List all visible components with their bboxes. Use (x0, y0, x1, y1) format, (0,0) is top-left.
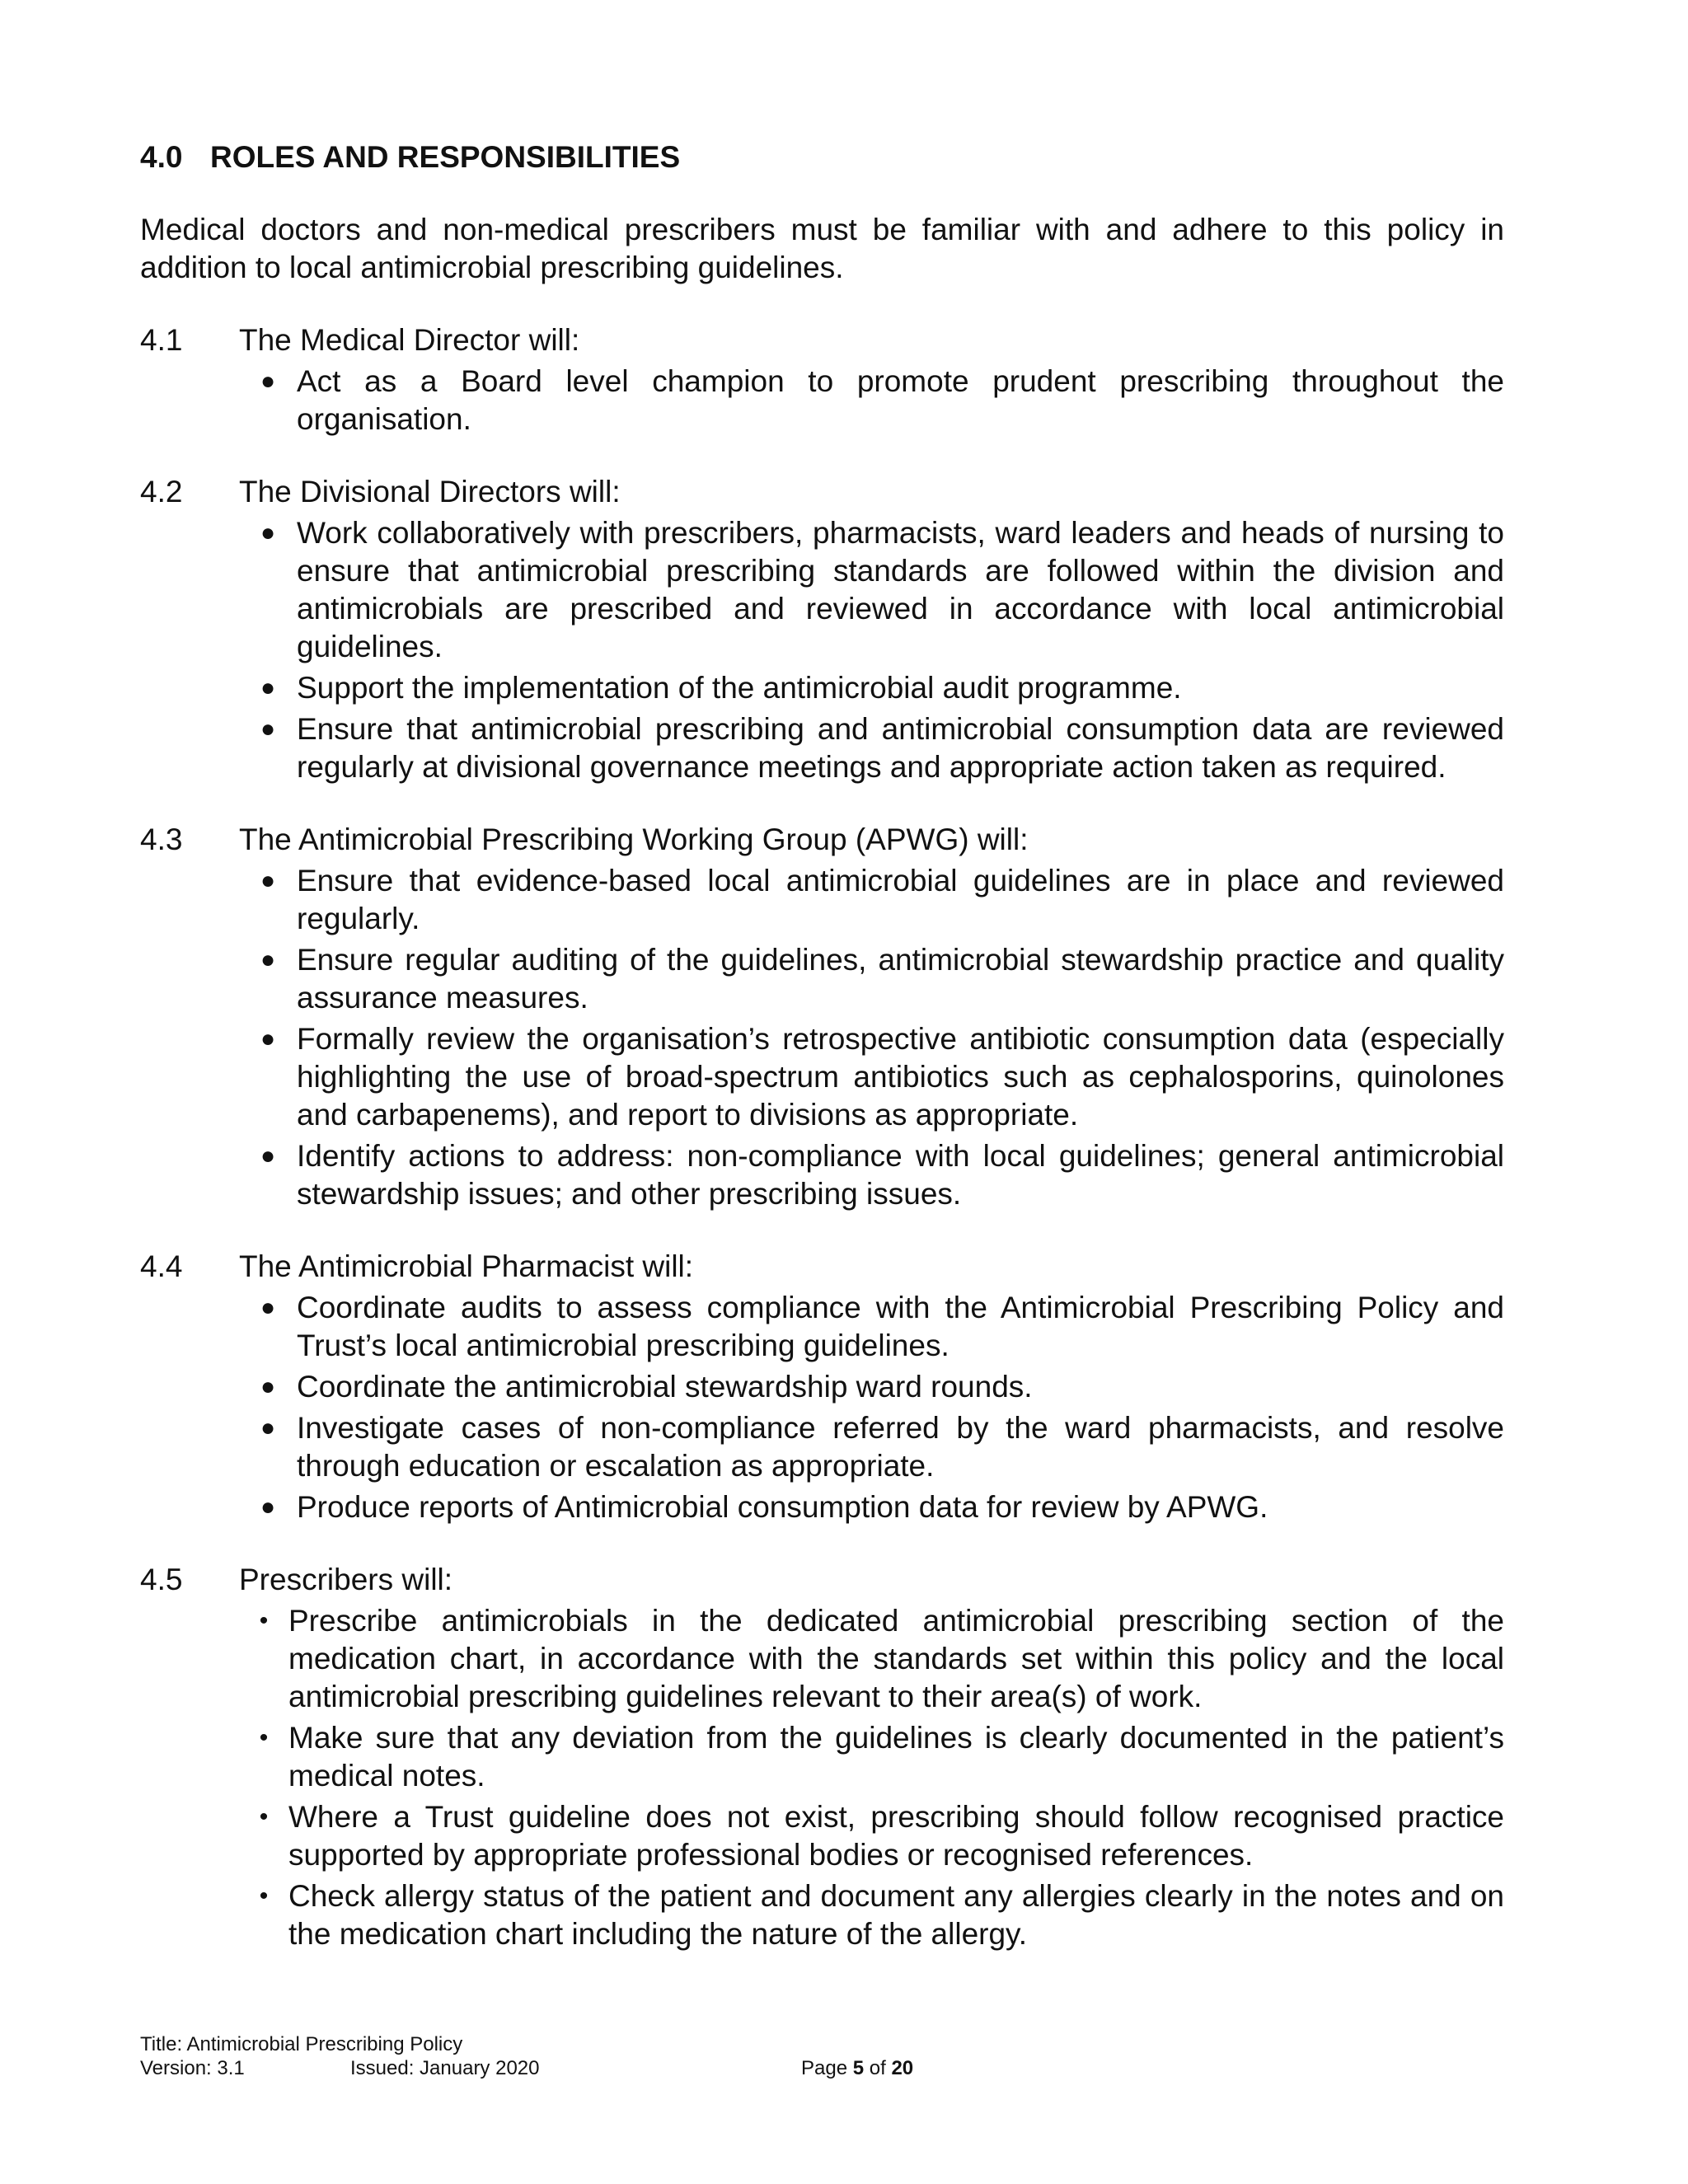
bullet-list (140, 1289, 1504, 1526)
bullet-list (140, 514, 1504, 786)
section-number: 4.1 (140, 323, 183, 357)
section-title: The Medical Director will: (239, 323, 580, 357)
list-item: ● Work collaboratively with prescribers, pharmacists, ward leaders and heads of nursing to ensure that antimicrobial prescribing standards are followed within the division and antimicrobials are prescribed and reviewed in accordance with local antimicrobial guidelines. (239, 514, 1504, 666)
heading-title: ROLES AND RESPONSIBILITIES (210, 140, 681, 174)
section-4-1 (140, 321, 1504, 438)
list-item: ● Formally review the organisation’s retrospective antibiotic consumption data (especially highlighting the use of broad-spectrum antibiotics such as cephalosporins, quinolones and carbapenems), and report to divisions as appropriate. (239, 1020, 1504, 1134)
list-item: ● Coordinate audits to assess compliance with the Antimicrobial Prescribing Policy and Trust’s local antimicrobial prescribing guidelines. (239, 1289, 1504, 1365)
bullet-list (140, 1602, 1504, 1953)
bullet-icon: ● (260, 1294, 276, 1321)
list-item: ● Ensure that evidence-based local antimicrobial guidelines are in place and reviewed regularly. (239, 862, 1504, 938)
intro-paragraph: Medical doctors and non-medical prescribers must be familiar with and adhere to this policy in addition to local antimicrobial prescribing guidelines. (140, 213, 1504, 284)
footer-title: Title: Antimicrobial Prescribing Policy (140, 2033, 463, 2055)
bullet-list (140, 363, 1504, 438)
heading-number: 4.0 (140, 140, 183, 174)
section-number: 4.4 (140, 1249, 183, 1283)
section-number: 4.2 (140, 475, 183, 509)
bullet-icon: • (259, 1803, 269, 1830)
section-4-2 (140, 473, 1504, 786)
page-content (140, 138, 1504, 1988)
bullet-icon: ● (260, 946, 276, 973)
bullet-icon: ● (260, 1414, 276, 1441)
section-title: The Antimicrobial Pharmacist will: (239, 1249, 694, 1283)
footer-version: Version: 3.1 (140, 2057, 245, 2079)
bullet-icon: ● (260, 867, 276, 894)
list-item: • Check allergy status of the patient and document any allergies clearly in the notes and on the medication chart including the nature of the allergy. (239, 1877, 1504, 1953)
bullet-icon: ● (260, 1142, 276, 1169)
bullet-icon: ● (260, 715, 276, 743)
list-item: ● Ensure that antimicrobial prescribing and antimicrobial consumption data are reviewed regularly at divisional governance meetings and appropriate action taken as required. (239, 710, 1504, 786)
list-item: ● Coordinate the antimicrobial stewardship ward rounds. (239, 1368, 1504, 1406)
bullet-icon: ● (260, 1025, 276, 1052)
bullet-icon: ● (260, 1493, 276, 1521)
bullet-icon: ● (260, 1373, 276, 1400)
footer-page-number: Page 5 of 20 (801, 2057, 914, 2079)
section-4-4 (140, 1248, 1504, 1526)
section-title: The Divisional Directors will: (239, 475, 621, 509)
bullet-icon: ● (260, 674, 276, 701)
bullet-icon: • (259, 1607, 269, 1634)
page-footer (140, 2032, 913, 2080)
list-item: • Make sure that any deviation from the guidelines is clearly documented in the patient’s medical notes. (239, 1719, 1504, 1795)
bullet-icon: • (259, 1724, 269, 1751)
list-item: ● Identify actions to address: non-compliance with local guidelines; general antimicrobial stewardship issues; and other prescribing issues. (239, 1137, 1504, 1213)
bullet-icon: ● (260, 368, 276, 395)
list-item: • Where a Trust guideline does not exist, prescribing should follow recognised practice supported by appropriate professional bodies or recognised references. (239, 1798, 1504, 1874)
list-item: ● Ensure regular auditing of the guidelines, antimicrobial stewardship practice and quality assurance measures. (239, 941, 1504, 1017)
bullet-icon: • (259, 1882, 269, 1910)
list-item: ● Support the implementation of the antimicrobial audit programme. (239, 669, 1504, 707)
section-heading (140, 138, 1504, 176)
footer-issued: Issued: January 2020 (350, 2057, 540, 2079)
list-item: • Prescribe antimicrobials in the dedicated antimicrobial prescribing section of the medication chart, in accordance with the standards set within this policy and the local antimicrobial prescribing guidelines relevant to their area(s) of work. (239, 1602, 1504, 1716)
section-title: Prescribers will: (239, 1563, 453, 1596)
section-number: 4.3 (140, 823, 183, 856)
list-item: ● Investigate cases of non-compliance referred by the ward pharmacists, and resolve through education or escalation as appropriate. (239, 1409, 1504, 1485)
section-4-5 (140, 1561, 1504, 1953)
section-number: 4.5 (140, 1563, 183, 1596)
list-item: ● Produce reports of Antimicrobial consumption data for review by APWG. (239, 1488, 1504, 1526)
section-4-3 (140, 821, 1504, 1213)
section-title: The Antimicrobial Prescribing Working Group (APWG) will: (239, 823, 1029, 856)
list-item: ● Act as a Board level champion to promote prudent prescribing throughout the organisation. (239, 363, 1504, 438)
bullet-list (140, 862, 1504, 1213)
bullet-icon: ● (260, 519, 276, 546)
